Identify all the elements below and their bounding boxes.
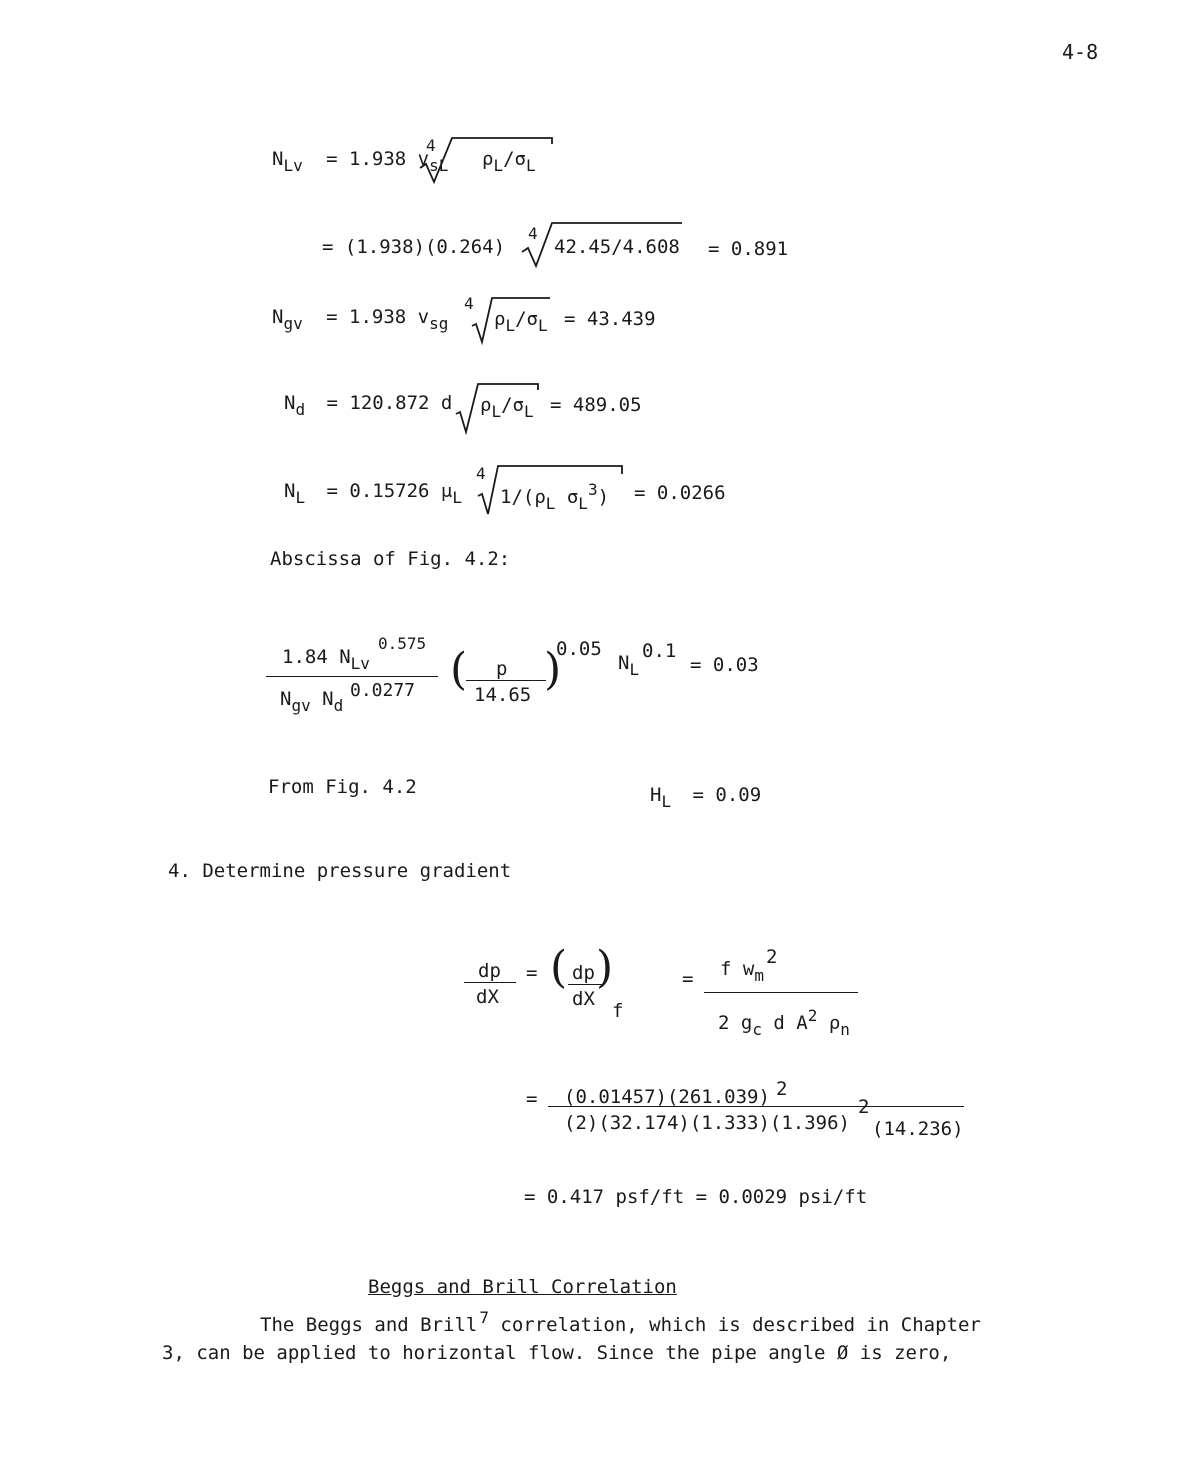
nl-equation: $N_L = 0.15726$ $\mu_L$ — [284, 480, 463, 507]
abscissa-result: = 0.03 — [690, 654, 759, 676]
abscissa-numerator: 1.84 $N_{Lv}$ — [282, 646, 370, 673]
nd-result: = 489.05 — [550, 394, 642, 416]
grad-fraction-bar — [704, 992, 858, 993]
right-paren: ) — [544, 644, 562, 695]
page-number: 4-8 — [1062, 40, 1099, 64]
paragraph-line-2: 3, can be applied to horizontal flow. Since the pipe angle Ø is zero, — [162, 1342, 952, 1364]
eq-sign-2: = — [682, 968, 694, 990]
nlv-radicand: $\rho_L/\sigma_L$ — [482, 148, 536, 175]
paren-denominator: 14.65 — [474, 684, 532, 706]
grad-num-exponent: 2 — [766, 946, 778, 968]
abscissa-label: Abscissa of Fig. 4.2: — [270, 548, 511, 570]
reference-superscript: 7 — [479, 1308, 489, 1327]
paragraph-line-1: The Beggs and Brill $^7$ correlation, which is described in Chapter — [260, 1308, 981, 1336]
friction-subscript: f — [612, 1000, 624, 1022]
grad-numerator: f $w_m$ — [720, 958, 764, 985]
ngv-radicand: $\rho_L/\sigma_L$ — [494, 308, 548, 335]
nlv-rhs: = 1.938 $v_{sL}$ — [326, 148, 449, 175]
dp-dx-bar — [464, 982, 516, 983]
eq-sign-3: = — [526, 1088, 538, 1110]
from-fig-label: From Fig. 4.2 — [268, 776, 417, 798]
abscissa-nl-exponent: 0.1 — [642, 640, 677, 662]
paren-exponent: 0.05 — [556, 638, 602, 660]
nl-result: = 0.0266 — [634, 482, 726, 504]
nl-root-index: 4 — [476, 464, 486, 483]
dp-numerator: dp — [478, 960, 501, 982]
nd-radicand: $\rho_L/\sigma_L$ — [480, 394, 534, 421]
grad-right-paren: ) — [596, 942, 614, 993]
eq-sign-1: = — [526, 962, 538, 984]
ngv-result: = 43.439 — [564, 308, 656, 330]
inner-dp: dp — [572, 962, 595, 984]
abscissa-fraction-bar — [266, 676, 438, 677]
sub-den-exponent: 2 — [858, 1096, 870, 1118]
nd-equation: $N_d = 120.872$ d — [284, 392, 453, 419]
sub-numerator: (0.01457)(261.039) — [564, 1086, 770, 1108]
final-result: = 0.417 psf/ft = 0.0029 psi/ft — [524, 1186, 868, 1208]
grad-left-paren: ( — [550, 942, 568, 993]
nlv2-radicand: 42.45/4.608 — [554, 236, 680, 258]
ngv-root-index: 4 — [464, 294, 474, 313]
inner-dx: dX — [572, 988, 595, 1010]
ngv-equation: $N_{gv} = 1.938$ $v_{sg}$ — [272, 306, 449, 333]
nlv-lhs: $N_{Lv}$ — [272, 148, 303, 175]
sub-num-exponent: 2 — [776, 1078, 788, 1100]
dx-denominator: dX — [476, 986, 499, 1008]
sub-fraction-bar — [548, 1106, 964, 1107]
nlv-root-index: 4 — [426, 136, 436, 155]
paren-numerator: p — [496, 658, 508, 680]
nlv2-root-index: 4 — [528, 224, 538, 243]
sub-denominator-a: (2)(32.174)(1.333)(1.396) — [564, 1112, 850, 1134]
nlv-result: = 0.891 — [708, 238, 789, 260]
nlv-substitution: = (1.938)(0.264) — [322, 236, 506, 258]
left-paren: ( — [450, 644, 468, 695]
abscissa-num-exponent: 0.575 — [378, 634, 427, 653]
grad-denominator: 2 $g_c$ d $A^2$ $\rho_n$ — [718, 1006, 850, 1039]
abscissa-den-exponent: 0.0277 — [350, 680, 416, 701]
paren-fraction-bar — [466, 680, 546, 681]
abscissa-denominator: $N_{gv}$ $N_d$ — [280, 688, 344, 715]
step4-heading: 4. Determine pressure gradient — [168, 860, 512, 882]
sub-denominator-b: (14.236) — [872, 1118, 964, 1140]
abscissa-nl: $N_L$ — [618, 652, 640, 679]
section-title: Beggs and Brill Correlation — [368, 1276, 677, 1298]
hl-equation: $H_L = 0.09$ — [650, 784, 762, 811]
nl-radicand: $1/(\rho_L$ $\sigma_L^3$) — [500, 480, 610, 513]
